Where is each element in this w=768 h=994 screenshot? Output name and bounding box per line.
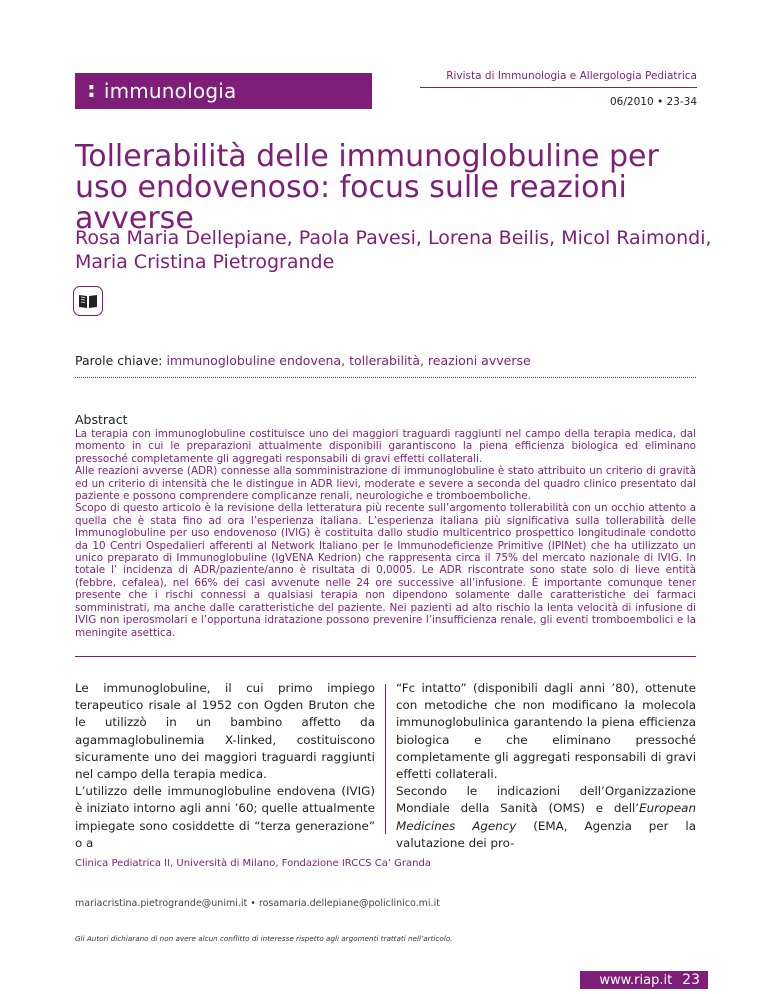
- abstract-heading: Abstract: [75, 412, 128, 427]
- abstract-paragraph: Alle reazioni avverse (ADR) connesse alla somministrazione di immunoglobuline è stato attribuito un criterio di gravità ed un criterio di intensità che le distingue in ADR lievi, moderate e severe a seconda del quadro clinico presentato dal paziente e possono comprendere complicanze renali, neurologiche e tromboemboliche.: [75, 465, 696, 503]
- body-column-left: [75, 680, 375, 852]
- journal-rule: [420, 87, 697, 88]
- footer-bar: [580, 971, 708, 989]
- body-emphasis: European Medicines Agency: [396, 801, 696, 833]
- body-text: (EMA, Agenzia per la valutazione dei pro-: [396, 818, 697, 850]
- body-paragraph: L’utilizzo delle immunoglobuline endovena (IVIG) è iniziato intorno agli anni ’60; quelle attualmente impiegate sono cosiddette di “terza generazione” o a: [75, 784, 375, 850]
- keywords: [75, 353, 531, 368]
- abstract-divider: [75, 656, 696, 657]
- article-title: Tollerabilità delle immunoglobuline per uso endovenoso: focus sulle reazioni avverse: [75, 139, 659, 236]
- body-text: Secondo le indicazioni dell’Organizzazione Mondiale della Sanità (OMS) e dell’: [396, 784, 696, 816]
- journal-name: Rivista di Immunologia e Allergologia Pediatrica: [446, 70, 697, 82]
- keywords-values: immunoglobuline endovena, tollerabilità, reazioni avverse: [166, 353, 531, 368]
- section-banner: [75, 73, 372, 109]
- abstract-paragraph: La terapia con immunoglobuline costituisce uno dei maggiori traguardi raggiunti nel campo della terapia medica, dal momento in cui le preparazioni attualmente disponibili garantiscono la piena efficienza biologica ed eliminano pressoché completamente gli aggregati responsabili di gravi effetti collaterali.: [75, 428, 696, 465]
- section-label: immunologia: [103, 79, 237, 103]
- body-column-right: [396, 680, 696, 852]
- conflict-disclaimer: Gli Autori dichiarano di non avere alcun conflitto di interesse rispetto agli argomenti trattati nell’articolo.: [75, 934, 453, 943]
- site-link[interactable]: www.riap.it: [599, 972, 673, 988]
- body-paragraph: “Fc intatto” (disponibili dagli anni ’80), ottenute con metodiche che non modificano la molecola immunoglobulinica garantendo la piena efficienza biologica e che eliminano pressoché completamente gli aggregati responsabili di gravi effetti collaterali.: [396, 681, 696, 782]
- issue-info: 06/2010 • 23-34: [610, 96, 697, 108]
- authors: Rosa Maria Dellepiane, Paola Pavesi, Lorena Beilis, Micol Raimondi, Maria Cristina Pietrogrande: [75, 227, 712, 273]
- abstract-text: [75, 428, 696, 639]
- keywords-divider: [75, 377, 696, 378]
- section-colon: :: [87, 78, 96, 103]
- column-divider: [385, 684, 386, 834]
- page-number: 23: [682, 972, 700, 988]
- keywords-label: Parole chiave:: [75, 353, 167, 368]
- body-paragraph: Le immunoglobuline, il cui primo impiego terapeutico risale al 1952 con Ogden Bruton che le utilizzò in un bambino affetto da agammaglobulinemia X-linked, costituiscono sicuramente uno dei maggiori traguardi raggiunti nel campo della terapia medica.: [75, 681, 375, 782]
- body-paragraph: [396, 783, 696, 852]
- affiliation: Clinica Pediatrica II, Università di Milano, Fondazione IRCCS Ca’ Granda: [75, 858, 431, 869]
- author-emails: mariacristina.pietrogrande@unimi.it • rosamaria.dellepiane@policlinico.mi.it: [75, 898, 440, 909]
- abstract-paragraph: Scopo di questo articolo è la revisione della letteratura più recente sull’argomento tollerabilità con un occhio attento a quella che è stata fino ad ora l’esperienza italiana. L’esperienza italiana più significativa sulla tollerabilità delle Immunoglobuline per uso endovenoso (IVIG) è costituita dallo studio multicentrico prospettico longitudinale condotto da 10 Centri Ospedalieri afferenti al Network Italiano per le Immunodeficienze Primitive (IPINet) che ha utilizzato un unico preparato di Immunoglobuline (IgVENA Kedrion) che rappresenta circa il 75% del mercato nazionale di IVIG. In totale l’ incidenza di ADR/paziente/anno è risultata di 0,0005. Le ADR riscontrate sono state solo di lieve entità (febbre, cefalea), nel 66% dei casi avvenute nelle 24 ore successive all’infusione. È importante comunque tener presente che i rischi connessi a qualsiasi terapia non dipendono solamente dalle caratteristiche dei farmaci somministrati, ma anche dalle caratteristiche del paziente. Nei pazienti ad alto rischio la lenta velocità di infusione di IVIG non iperosmolari e l’opportuna idratazione possono prevenire l’insufficienza renale, gli eventi tromboembolici e la meningite asettica.: [75, 502, 696, 639]
- book-icon: [73, 286, 103, 316]
